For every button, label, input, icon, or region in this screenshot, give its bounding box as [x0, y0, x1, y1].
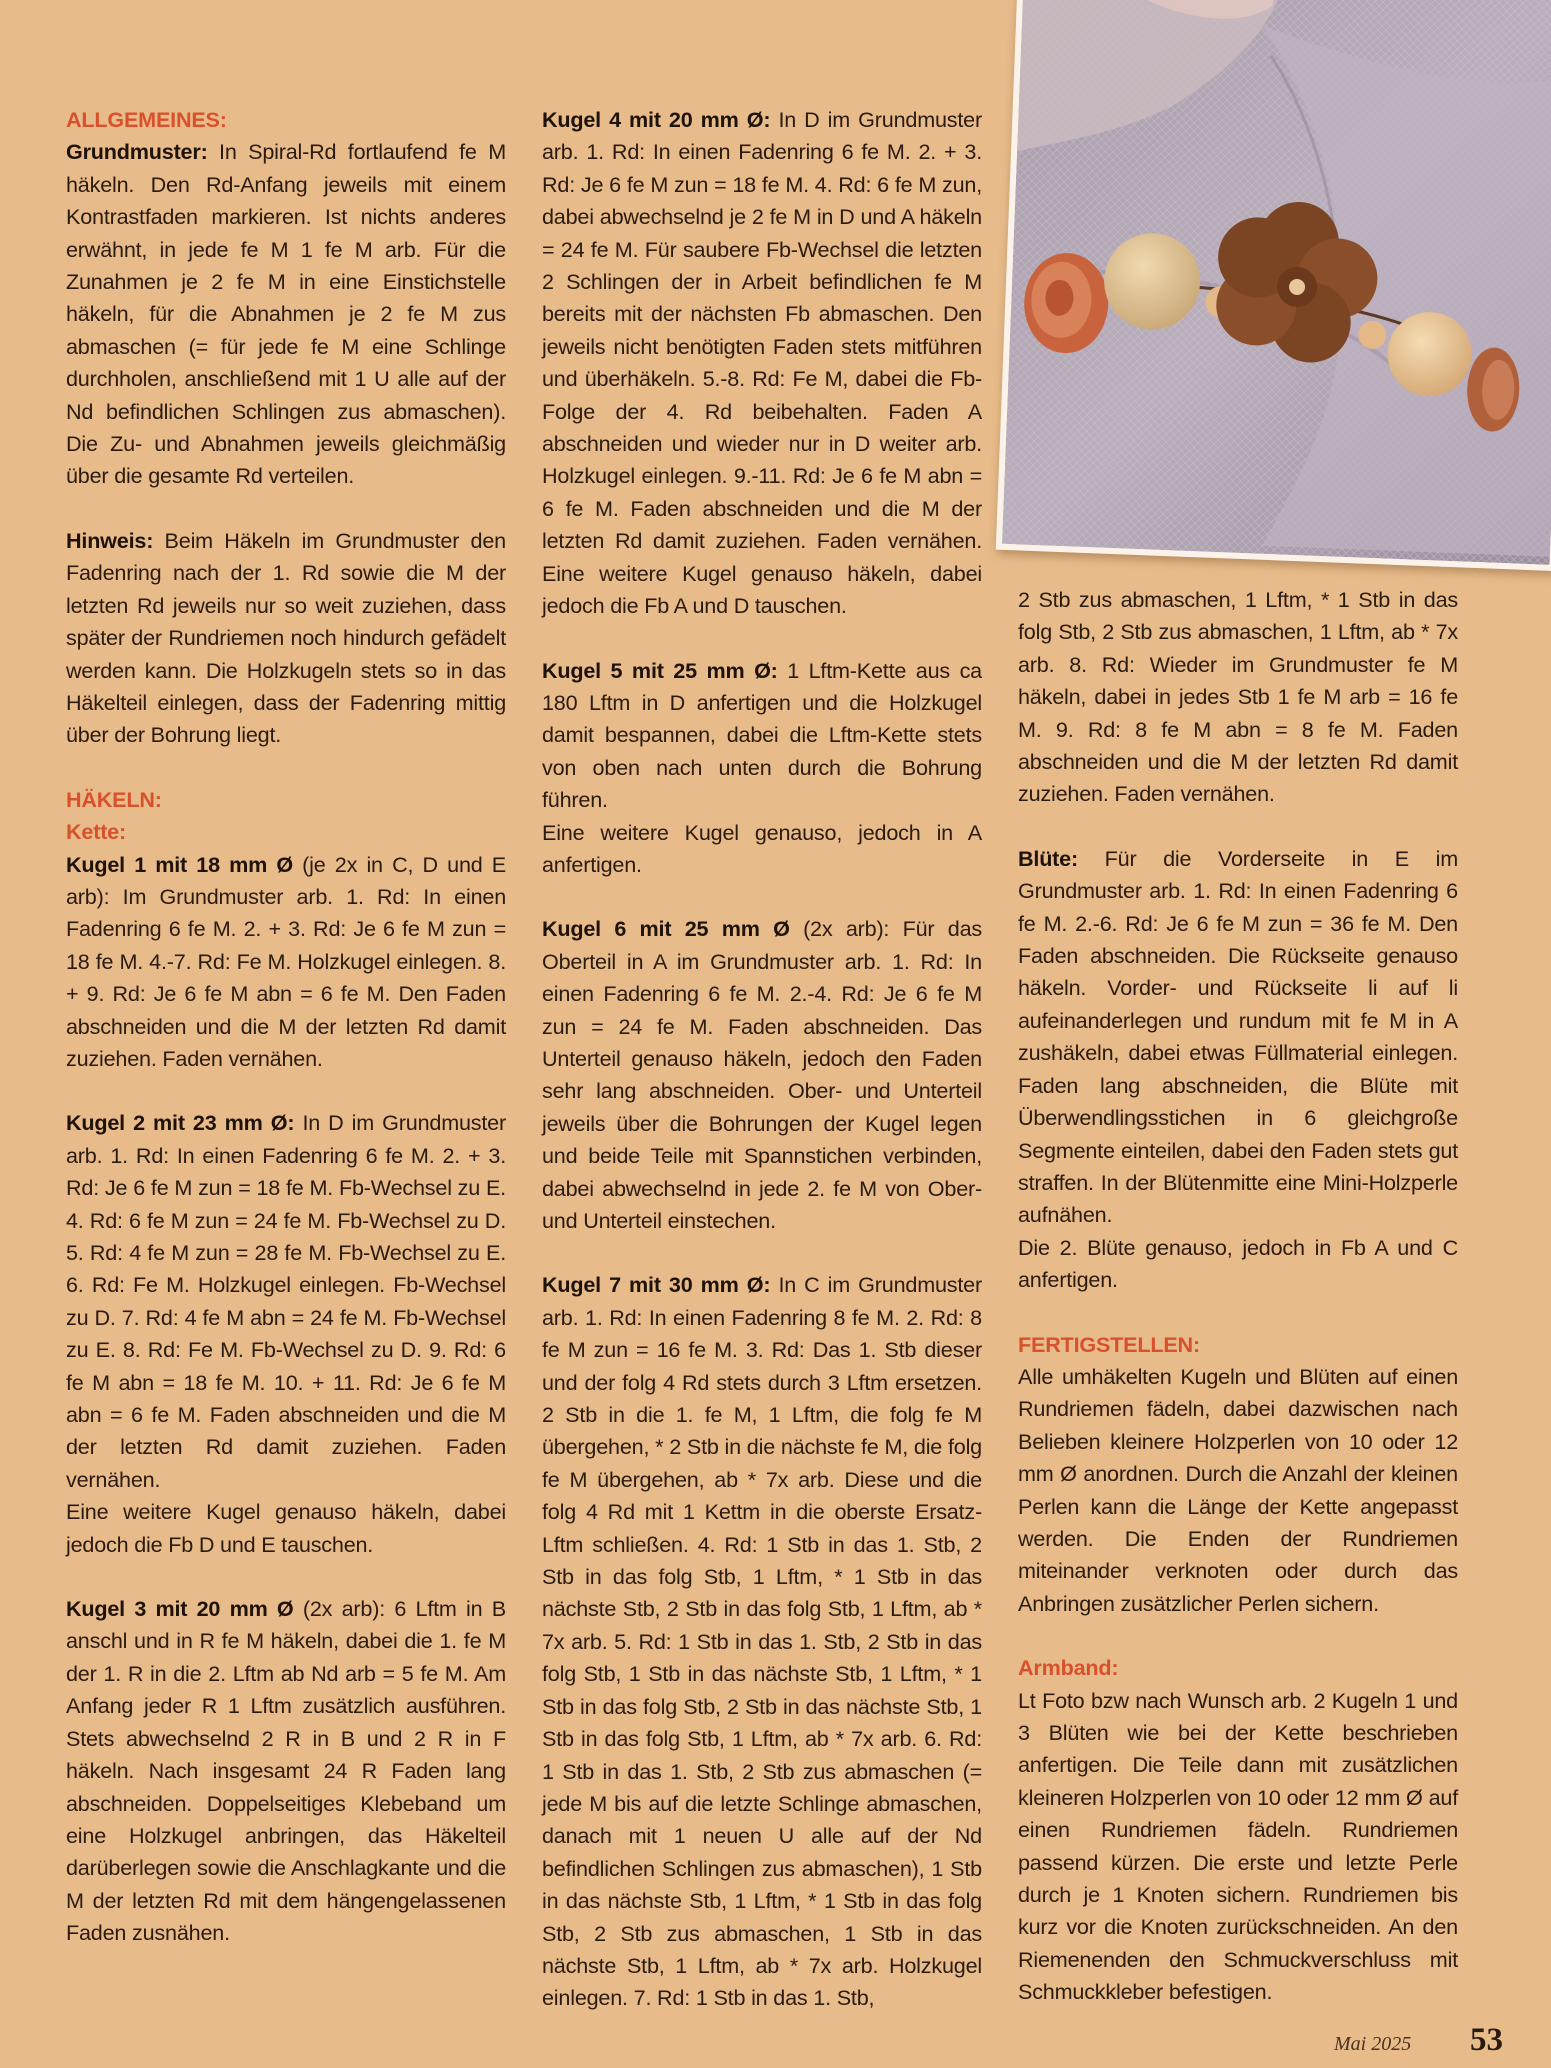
- text-bluete: Für die Vorderseite in E im Grundmuster arb. 1. Rd: In einen Fadenring 6 fe M. 2.-6. Rd: Je 6 fe M zun = 36 fe M. Den Faden abschneiden. Die Rückseite genauso häkeln. Vorder- und Rückseite li auf li aufeinanderlegen und rundum mit fe M in A zushäkeln, dabei etwas Füllmaterial einlegen. Faden lang abschneiden, die Blüte mit Überwendlingsstichen in 6 gleichgroße Segmente einteilen, dabei den Faden stets gut straffen. In der Blütenmitte eine Mini-Holzperle aufnähen.: [1018, 845, 1458, 1228]
- label-kugel-1: Kugel 1 mit 18 mm Ø: [66, 851, 293, 877]
- paragraph-armband: Lt Foto bzw nach Wunsch arb. 2 Kugeln 1 und 3 Blüten wie bei der Kette beschrieben anfertigen. Die Teile dann mit zusätzlichen kleineren Holzperlen von 10 oder 12 mm Ø auf einen Rundriemen fädeln. Rundriemen passend kürzen. Die erste und letzte Perle durch je 1 Knoten sichern. Rundriemen bis kurz vor die Knoten zurückschneiden. An den Riemenenden den Schmuckverschluss mit Schmuckkleber befestigen.: [1018, 1687, 1458, 2005]
- paragraph-hinweis: [66, 525, 506, 752]
- paragraph-kugel-7: [542, 1269, 982, 2014]
- label-kugel-6: Kugel 6 mit 25 mm Ø: [542, 916, 790, 942]
- text-grundmuster: In Spiral-Rd fortlaufend fe M häkeln. Den Rd-Anfang jeweils mit einem Kontrastfaden markieren. Ist nichts anderes erwähnt, in jede fe M 1 fe M arb. Für die Zunahmen je 2 fe M in eine Einstichstelle häkeln, für die Abnahmen je 2 fe M zus abmaschen (= für jede fe M eine Schlinge durchholen, anschließend mit 1 U alle auf der Nd befindlichen Schlingen zus abmaschen). Die Zu- und Abnahmen jeweils gleichmäßig über die gesamte Rd verteilen.: [66, 139, 506, 489]
- paragraph-kugel-3: [66, 1593, 506, 1949]
- paragraph-kugel-1: [66, 849, 506, 1076]
- page-number: 53: [1470, 2022, 1503, 2058]
- paragraph-kugel-5-extra: Eine weitere Kugel genauso, jedoch in A anfertigen.: [542, 819, 982, 877]
- heading-haekeln: HÄKELN:: [66, 786, 162, 812]
- text-kugel-2: In D im Grundmuster arb. 1. Rd: In einen Fadenring 6 fe M. 2. + 3. Rd: Je 6 fe M zun = 18 fe M. Fb-Wechsel zu E. 4. Rd: 6 fe M zun = 24 fe M. Fb-Wechsel zu D. 5. Rd: 4 fe M zun = 28 fe M. Fb-Wechsel zu E. 6. Rd: Fe M. Holzkugel einlegen. Fb-Wechsel zu D. 7. Rd: 4 fe M abn = 24 fe M. Fb-Wechsel zu E. 8. Rd: Fe M. Fb-Wechsel zu D. 9. Rd: 6 fe M abn = 18 fe M. 10. + 11. Rd: Je 6 fe M abn = 6 fe M. Faden abschneiden und die M der letzten Rd damit zuziehen. Faden vernähen.: [66, 1110, 506, 1492]
- text-kugel-3: (2x arb): 6 Lftm in B anschl und in R fe M häkeln, dabei die 1. fe M der 1. R in die 2. Lftm ab Nd arb = 5 fe M. Am Anfang jeder R 1 Lftm zusätzlich ausführen. Stets abwechselnd 2 R in B und 2 R in F häkeln. Nach insgesamt 24 R Faden lang abschneiden. Doppelseitiges Klebeband um eine Holzkugel anbringen, das Häkelteil darüberlegen sowie die Anschlagkante und die M der letzten Rd mit dem hängengelassenen Faden zusnähen.: [66, 1596, 507, 1946]
- heading-armband: Armband:: [1018, 1655, 1119, 1681]
- footer-issue-date: Mai 2025: [1334, 2033, 1412, 2055]
- paragraph-kugel-6: [542, 913, 982, 1237]
- label-bluete: Blüte:: [1018, 845, 1078, 871]
- column-right: [1018, 584, 1458, 2009]
- paragraph-kugel-2: [66, 1107, 506, 1496]
- label-hinweis: Hinweis:: [66, 527, 154, 553]
- label-kugel-4: Kugel 4 mit 20 mm Ø:: [542, 107, 771, 132]
- label-kugel-5: Kugel 5 mit 25 mm Ø:: [542, 657, 778, 683]
- text-kugel-1: (je 2x in C, D und E arb): Im Grundmuster arb. 1. Rd: In einen Fadenring 6 fe M. 2. + 3. Rd: Je 6 fe M zun = 18 fe M. 4.-7. Rd: Fe M. Holzkugel einlegen. 8. + 9. Rd: Je 6 fe M abn = 6 fe M. Den Faden abschneiden und die M der letzten Rd damit zuziehen. Faden vernähen.: [66, 851, 506, 1071]
- heading-fertigstellen: FERTIGSTELLEN:: [1018, 1331, 1200, 1357]
- column-left: [66, 104, 506, 1950]
- text-kugel-6: (2x arb): Für das Oberteil in A im Grundmuster arb. 1. Rd: In einen Fadenring 6 fe M. 2.-4. Rd: Je 6 fe M zun = 24 fe M. Faden abschneiden. Das Unterteil genauso häkeln, jedoch den Faden sehr lang abschneiden. Ober- und Unterteil jeweils über die Bohrungen der Kugel legen und beide Teile mit Spannstichen verbinden, dabei abwechselnd in jede 2. fe M von Ober- und Unterteil einstechen.: [542, 916, 982, 1233]
- paragraph-bluete-extra: Die 2. Blüte genauso, jedoch in Fb A und C anfertigen.: [1018, 1234, 1458, 1293]
- text-kugel-4: In D im Grundmuster arb. 1. Rd: In einen Fadenring 6 fe M. 2. + 3. Rd: Je 6 fe M zun = 18 fe M. 4. Rd: 6 fe M zun, dabei abwechselnd je 2 fe M in D und A häkeln = 24 fe M. Für saubere Fb-Wechsel die letzten 2 Schlingen der in Arbeit befindlichen fe M bereits mit der nächsten Fb abmaschen. Den jeweils nicht benötigten Faden stets mitführen und überhäkeln. 5.-8. Rd: Fe M, dabei die Fb-Folge der 4. Rd beibehalten. Faden A abschneiden und wieder nur in D weiter arb. Holzkugel einlegen. 9.-11. Rd: Je 6 fe M abn = 6 fe M. Faden abschneiden und die M der letzten Rd damit zuziehen. Faden vernähen. Eine weitere Kugel genauso häkeln, dabei jedoch die Fb A und D tauschen.: [542, 107, 982, 619]
- text-hinweis: Beim Häkeln im Grundmuster den Fadenring nach der 1. Rd sowie die M der letzten Rd jeweils nur so weit zuziehen, dass später der Rundriemen noch hindurch gefädelt werden kann. Die Holzkugeln stets so in das Häkelteil einlegen, dass der Fadenring mittig über der Bohrung liegt.: [66, 527, 506, 748]
- label-kugel-2: Kugel 2 mit 23 mm Ø:: [66, 1110, 295, 1136]
- paragraph-fertigstellen: Alle umhäkelten Kugeln und Blüten auf einen Rundriemen fädeln, dabei dazwischen nach Belieben kleinere Holzperlen von 10 oder 12 mm Ø anordnen. Durch die Anzahl der kleinen Perlen kann die Länge der Kette angepasst werden. Die Enden der Rundriemen miteinander verknoten oder durch das Anbringen zusätzlicher Perlen sichern.: [1018, 1363, 1458, 1616]
- paragraph-kugel-2-extra: Eine weitere Kugel genauso häkeln, dabei jedoch die Fb D und E tauschen.: [66, 1499, 506, 1557]
- paragraph-kugel-4: [542, 104, 982, 623]
- photo-image: [1002, 0, 1551, 565]
- paragraph-bluete: [1018, 843, 1458, 1232]
- label-kugel-3: Kugel 3 mit 20 mm Ø: [66, 1596, 294, 1622]
- crochet-bracelet-photo: [996, 0, 1551, 571]
- heading-allgemeines: ALLGEMEINES:: [66, 107, 227, 132]
- label-grundmuster: Grundmuster:: [66, 139, 208, 165]
- text-kugel-5: 1 Lftm-Kette aus ca 180 Lftm in D anfertigen und die Holzkugel damit bespannen, dabei die Lftm-Kette stets von oben nach unten durch die Bohrung führen.: [542, 657, 982, 813]
- label-kugel-7: Kugel 7 mit 30 mm Ø:: [542, 1272, 771, 1298]
- paragraph-kugel-5: [542, 655, 982, 817]
- text-kugel-7: In C im Grundmuster arb. 1. Rd: In einen Fadenring 8 fe M. 2. Rd: 8 fe M zun = 16 fe M. 3. Rd: Das 1. Stb dieser und der folg 4 Rd stets durch 3 Lftm ersetzen. 2 Stb in die 1. fe M, 1 Lftm, die folg fe M übergehen, * 2 Stb in die nächste fe M, die folg fe M übergehen, ab * 7x arb. Diese und die folg 4 Rd mit 1 Kettm in die oberste Ersatz-Lftm schließen. 4. Rd: 1 Stb in das 1. Stb, 2 Stb in das folg Stb, 1 Lftm, * 1 Stb in das nächste Stb, 2 Stb in das folg Stb, 1 Lftm, ab * 7x arb. 5. Rd: 1 Stb in das 1. Stb, 2 Stb in das folg Stb, 1 Stb in das nächste Stb, 1 Lftm, * 1 Stb in das folg Stb, 2 Stb in das nächste Stb, 1 Stb in das folg Stb, 1 Lftm, ab * 7x arb. 6. Rd: 1 Stb in das 1. Stb, 2 Stb zus abmaschen (= jede M bis auf die letzte Schlinge abmaschen, danach mit 1 neuen U alle auf der Nd befindlichen Schlingen zus abmaschen), 1 Stb in das nächste Stb, 1 Lftm, * 1 Stb in das folg Stb, 2 Stb zus abmaschen, 1 Stb in das nächste Stb, 1 Lftm, ab * 7x arb. Holzkugel einlegen. 7. Rd: 1 Stb in das 1. Stb,: [542, 1272, 982, 2011]
- heading-kette: Kette:: [66, 819, 126, 845]
- paragraph-kugel-7-continued: 2 Stb zus abmaschen, 1 Lftm, * 1 Stb in das folg Stb, 2 Stb zus abmaschen, 1 Lftm, ab * 7x arb. 8. Rd: Wieder im Grundmuster fe M häkeln, dabei in jedes Stb 1 fe M arb = 16 fe M. 9. Rd: 8 fe M abn = 8 fe M. Faden abschneiden und die M der letzten Rd damit zuziehen. Faden vernähen.: [1018, 587, 1458, 807]
- column-middle: [542, 104, 982, 2015]
- paragraph-grundmuster: [66, 136, 506, 492]
